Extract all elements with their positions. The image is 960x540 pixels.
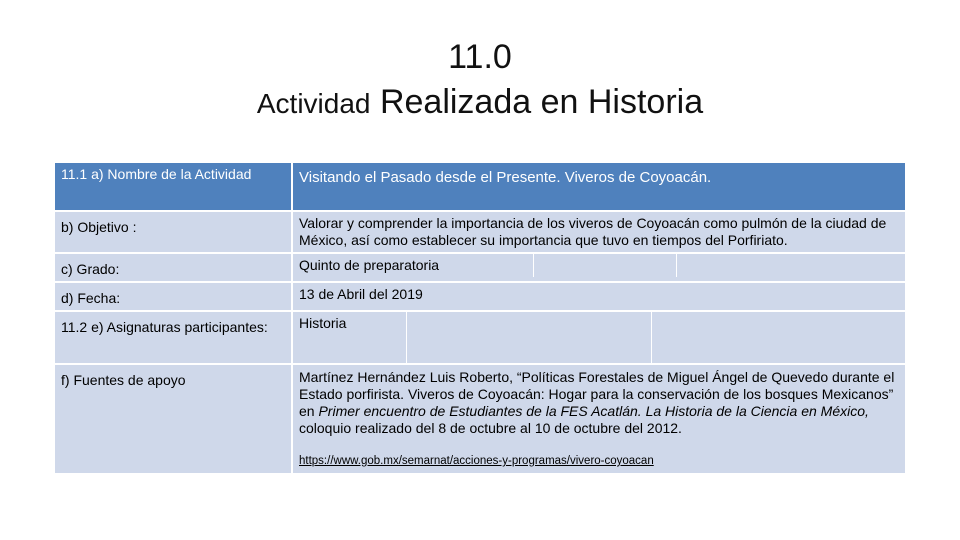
subjects-subcells <box>293 312 905 363</box>
source-url-link[interactable]: https://www.gob.mx/semarnat/acciones-y-programas/vivero-coyoacan <box>299 455 654 467</box>
date-label: d) Fecha: <box>54 282 292 311</box>
table-row <box>54 211 906 253</box>
subjects-label: 11.2 e) Asignaturas participantes: <box>54 311 292 364</box>
reference-text: Martínez Hernández Luis Roberto, “Políticas Forestales de Miguel Ángel de Quevedo durante el Estado porfirista. Viveros de Coyoacán: Hogar para la conservación de los bosques Mexicanos” en <box>299 369 895 419</box>
table-row <box>54 282 906 311</box>
grade-label: c) Grado: <box>54 253 292 282</box>
reference-italic: Primer encuentro de Estudiantes de la FES Acatlán. La Historia de la Ciencia en México, <box>318 403 869 419</box>
subjects-cell <box>292 311 906 364</box>
grade-value: Quinto de preparatoria <box>293 254 534 277</box>
source-url-line <box>299 451 899 470</box>
title-number: 11.0 <box>448 38 512 76</box>
empty-subcell <box>407 312 652 363</box>
table-row <box>54 162 906 211</box>
date-value: 13 de Abril del 2019 <box>292 282 906 311</box>
subjects-value: Historia <box>293 312 407 363</box>
activity-name-value: Visitando el Pasado desde el Presente. Viveros de Coyoacán. <box>292 162 906 211</box>
reference-text-end: coloquio realizado del 8 de octubre al 10 de octubre del 2012. <box>299 420 682 436</box>
table-row <box>54 311 906 364</box>
objective-label: b) Objetivo : <box>54 211 292 253</box>
title-rest: Realizada en Historia <box>370 83 704 121</box>
page-title <box>0 82 960 124</box>
title-activity-word: Actividad <box>256 88 371 119</box>
grade-subcells <box>293 254 905 277</box>
sources-label: f) Fuentes de apoyo <box>54 364 292 474</box>
empty-subcell <box>534 254 677 277</box>
source-reference <box>299 369 899 437</box>
activity-name-label: 11.1 a) Nombre de la Actividad <box>54 162 292 211</box>
activity-table <box>53 161 907 475</box>
objective-value: Valorar y comprender la importancia de los viveros de Coyoacán como pulmón de la ciudad de México, así como establecer su importancia que tuvo en tiempos del Porfiriato. <box>292 211 906 253</box>
grade-cell <box>292 253 906 282</box>
sources-value <box>292 364 906 474</box>
table-row <box>54 364 906 474</box>
table-row <box>54 253 906 282</box>
empty-subcell <box>652 312 905 363</box>
empty-subcell <box>677 254 905 277</box>
